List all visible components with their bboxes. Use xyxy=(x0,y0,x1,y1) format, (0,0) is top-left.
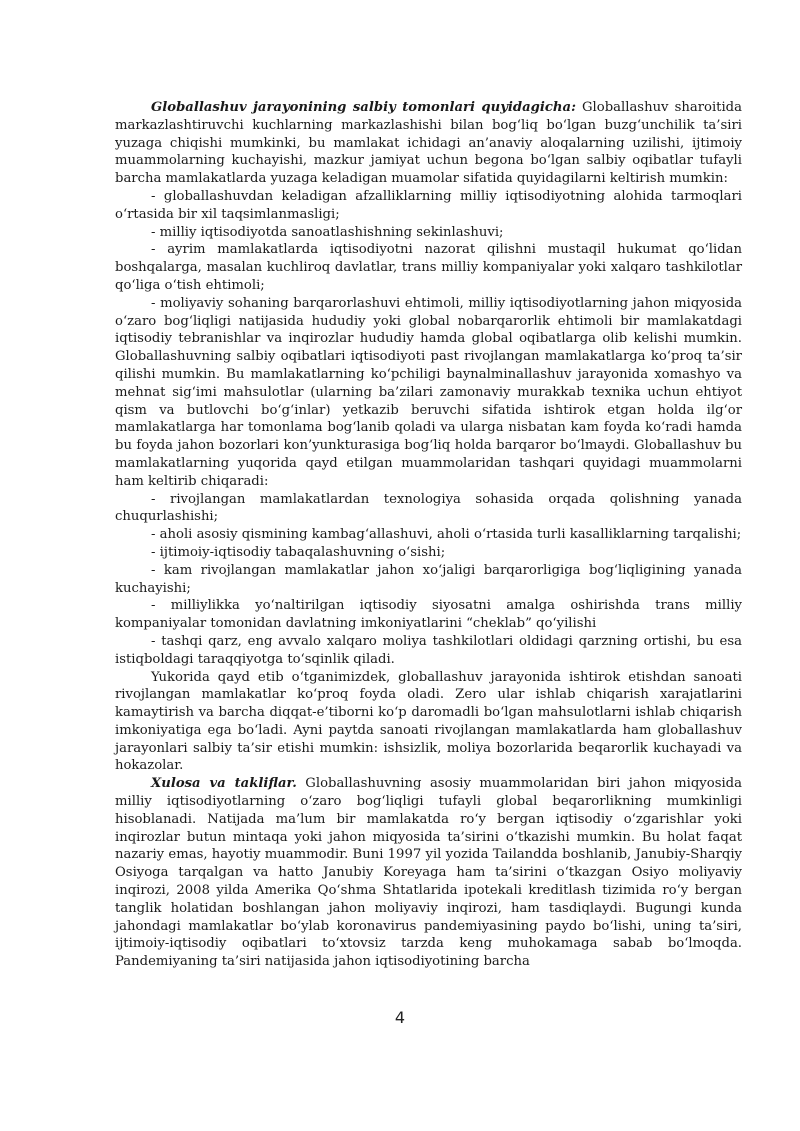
document-body xyxy=(115,99,742,971)
list-item: - tashqi qarz, eng avvalo xalqaro moliya tashkilotlari oldidagi qarzning ortishi, bu esa istiqboldagi taraqqiyotga to‘sqinlik qiladi. xyxy=(115,633,742,667)
paragraph-conclusions xyxy=(115,775,742,971)
list-item: - moliyaviy sohaning barqarorlashuvi ehtimoli, milliy iqtisodiyotlarning jahon miqyosida o‘zaro bog‘liqligi natijasida hududiy yoki global nobarqarorlik ehtimoli bir mamlakatdagi iqtisodiy tebranishlar va inqirozlar hududiy hamda global oqibatlarga olib kelishi mumkin. Globallashuvning salbiy oqibatlari iqtisodiyoti past rivojlangan mamlakatlarga ko‘proq ta’sir qilishi mumkin. Bu mamlakatlarning ko‘pchiligi baynalminallashuv jarayonida xomashyo va mehnat sig‘imi mahsulotlar (ularning ba’zilari zamonaviy murakkab texnika uchun ehtiyot qism va butlovchi bo‘g‘inlar) yetkazib beruvchi sifatida ishtirok etgan holda ilg‘or mamlakatlarga har tomonlama bog‘lanib qoladi va ularga nisbatan kam foyda ko‘radi hamda bu foyda jahon bozorlari kon’yunkturasiga bog‘liq holda barqaror bo‘lmaydi. Globallashuv bu mamlakatlarning yuqorida qayd etilgan muammolaridan tashqari quyidagi muammolarni ham keltirib chiqaradi: xyxy=(115,295,742,489)
list-item: - aholi asosiy qismining kambag‘allashuvi, aholi o‘rtasida turli kasalliklarning tarqalishi; xyxy=(151,527,742,543)
list-item: - milliy iqtisodiyotda sanoatlashishning sekinlashuvi; xyxy=(151,224,504,240)
list-item: - kam rivojlangan mamlakatlar jahon xo‘jaligi barqarorligiga bog‘liqligining yanada kuchayishi; xyxy=(115,562,742,596)
paragraph-negative-aspects xyxy=(115,99,742,188)
list-item: - globallashuvdan keladigan afzalliklarning milliy iqtisodiyotning alohida tarmoqlari o‘rtasida bir xil taqsimlanmasligi; xyxy=(115,188,742,222)
list-item: - ayrim mamlakatlarda iqtisodiyotni nazorat qilishni mustaqil hukumat qo‘lidan boshqalarga, masalan kuchliroq davlatlar, trans milliy kompaniyalar yoki xalqaro tashkilotlar qo‘liga o‘tish ehtimoli; xyxy=(115,242,742,293)
page-number: 4 xyxy=(394,1008,406,1027)
paragraph-text: Globallashuv sharoitida markazlashtiruvchi kuchlarning markazlashishi bilan bog‘liq bo‘lgan buzg‘unchilik ta’siri yuzaga chiqishi mumkinki, bu mamlakat ichidagi an’anaviy aloqalarning uzilishi, ijtimoiy muammolarning kuchayishi, mazkur jamiyat uchun begona bo‘lgan salbiy oqibatlar tufayli barcha mamlakatlarda yuzaga keladigan muamolar sifatida quyidagilarni keltirish mumkin: xyxy=(115,100,742,187)
paragraph-text: Globallashuvning asosiy muammolaridan biri jahon miqyosida milliy iqtisodiyotlarning o‘zaro bog‘liqligi tufayli global beqarorlikning mumkinligi hisoblanadi. Natijada ma’lum bir mamlakatda ro‘y bergan iqtisodiy o‘zgarishlar yoki inqirozlar butun mintaqa yoki jahon miqyosida ta’sirini o‘tkazishi mumkin. Bu holat faqat nazariy emas, hayotiy muammodir. Buni 1997 yil yozida Tailandda boshlanib, Janubiy-Sharqiy Osiyoga tarqalgan va hatto Janubiy Koreyaga ham ta’sirini o‘tkazgan Osiyo moliyaviy inqirozi, 2008 yilda Amerika Qo‘shma Shtatlarida ipotekali kreditlash tizimida ro‘y bergan tanglik holatidan boshlangan jahon moliyaviy inqirozi, ham tasdiqlaydi. Bugungi kunda jahondagi mamlakatlar bo‘ylab koronavirus pandemiyasining paydo bo‘lishi, uning ta’siri, ijtimoiy-iqtisodiy oqibatlari to‘xtovsiz tarzda keng muhokamaga sabab bo‘lmoqda. Pandemiyaning ta’siri natijasida jahon iqtisodiyotining barcha xyxy=(115,776,742,970)
paragraph-developed-countries: Yukorida qayd etib o‘tganimizdek, globallashuv jarayonida ishtirok etishdan sanoati rivojlangan mamlakatlar ko‘proq foyda oladi. Zero ular ishlab chiqarish xarajatlarini kamaytirish va barcha diqqat-e’tiborni ko‘p daromadli bo‘lgan mahsulotlarni ishlab chiqarish imkoniyatiga ega bo‘ladi. Ayni paytda sanoati rivojlangan mamlakatlarda ham globallashuv jarayonlari salbiy ta’sir etishi mumkin: ishsizlik, moliya bozorlarida beqarorlik kuchayadi va hokazolar. xyxy=(115,669,742,774)
section-heading-conclusions: Xulosa va takliflar. xyxy=(151,776,297,792)
section-heading-negative-aspects: Globallashuv jarayonining salbiy tomonlari quyidagicha: xyxy=(151,100,576,115)
list-item: - milliylikka yo‘naltirilgan iqtisodiy siyosatni amalga oshirishda trans milliy kompaniyalar tomonidan davlatning imkoniyatlarini “cheklab” qo‘yilishi xyxy=(115,598,742,632)
list-item: - rivojlangan mamlakatlardan texnologiya sohasida orqada qolishning yanada chuqurlashishi; xyxy=(115,491,742,525)
list-item: - ijtimoiy-iqtisodiy tabaqalashuvning o‘sishi; xyxy=(151,544,446,560)
